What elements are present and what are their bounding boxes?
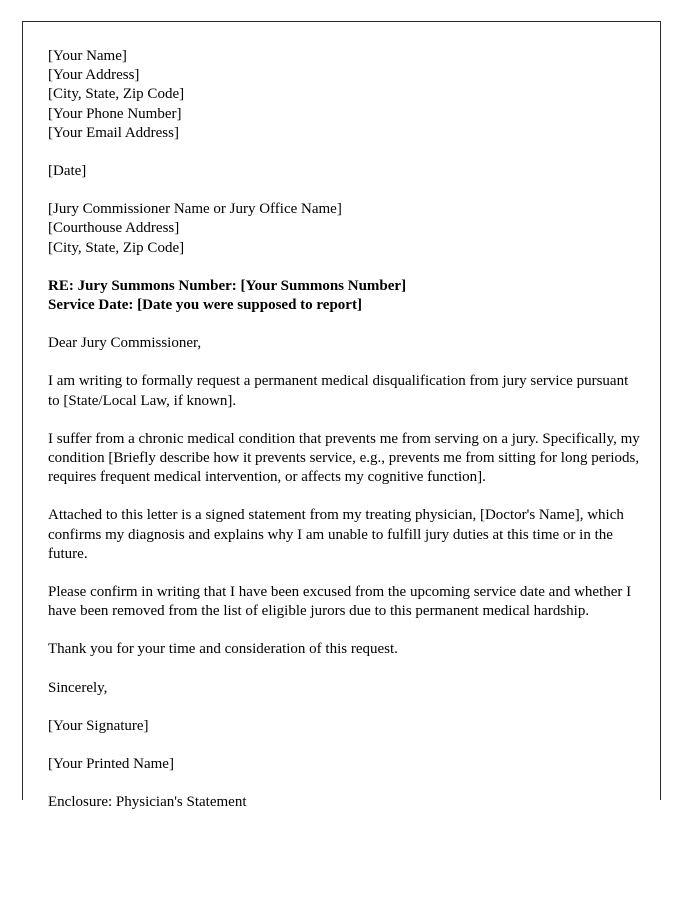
sender-line-email: [Your Email Address] [48,124,179,141]
sender-line-name: [Your Name] [48,48,127,64]
sender-line-city-state-zip: [City, State, Zip Code] [48,86,185,103]
recipient-line-address: [Courthouse Address] [48,220,180,237]
body-paragraph-request: I am writing to formally request a permanent medical disqualification from jury service pursuant to [State/Local Law, if known]. [48,373,629,409]
printed-name-line: [Your Printed Name] [48,756,174,773]
recipient-line-city-state-zip: [City, State, Zip Code] [48,239,185,256]
closing: Sincerely, [48,679,108,696]
subject-line-summons-number: RE: Jury Summons Number: [Your Summons Number] [48,277,407,294]
body-paragraph-thank-you: Thank you for your time and consideration of this request. [48,641,398,658]
letter-body [48,47,643,831]
recipient-address-block [48,200,643,258]
body-paragraph-condition: I suffer from a chronic medical condition that prevents me from serving on a jury. Specifically, my condition [Briefly describe how it prevents service, e.g., prevents me from sitting for long periods, requires frequent medical intervention, or affects my cognitive function]. [48,430,640,486]
sender-address-block [48,47,643,143]
enclosure-line: Enclosure: Physician's Statement [48,794,247,811]
subject-block [48,277,643,315]
date-block [48,162,643,181]
date-line: [Date] [48,163,87,180]
salutation: Dear Jury Commissioner, [48,335,202,352]
recipient-line-office: [Jury Commissioner Name or Jury Office Name] [48,201,342,218]
document-page [22,21,661,811]
body-paragraph-physician-statement: Attached to this letter is a signed statement from my treating physician, [Doctor's Name], which confirms my diagnosis and explains why I am unable to fulfill jury duties at this time or in the future. [48,507,624,562]
subject-line-service-date: Service Date: [Date you were supposed to report] [48,297,362,314]
sender-line-address: [Your Address] [48,67,140,84]
signature-line: [Your Signature] [48,717,149,734]
sender-line-phone: [Your Phone Number] [48,105,182,122]
body-paragraph-confirmation-request: Please confirm in writing that I have been excused from the upcoming service date and whether I have been removed from the list of eligible jurors due to this permanent medical hardship. [48,584,632,620]
